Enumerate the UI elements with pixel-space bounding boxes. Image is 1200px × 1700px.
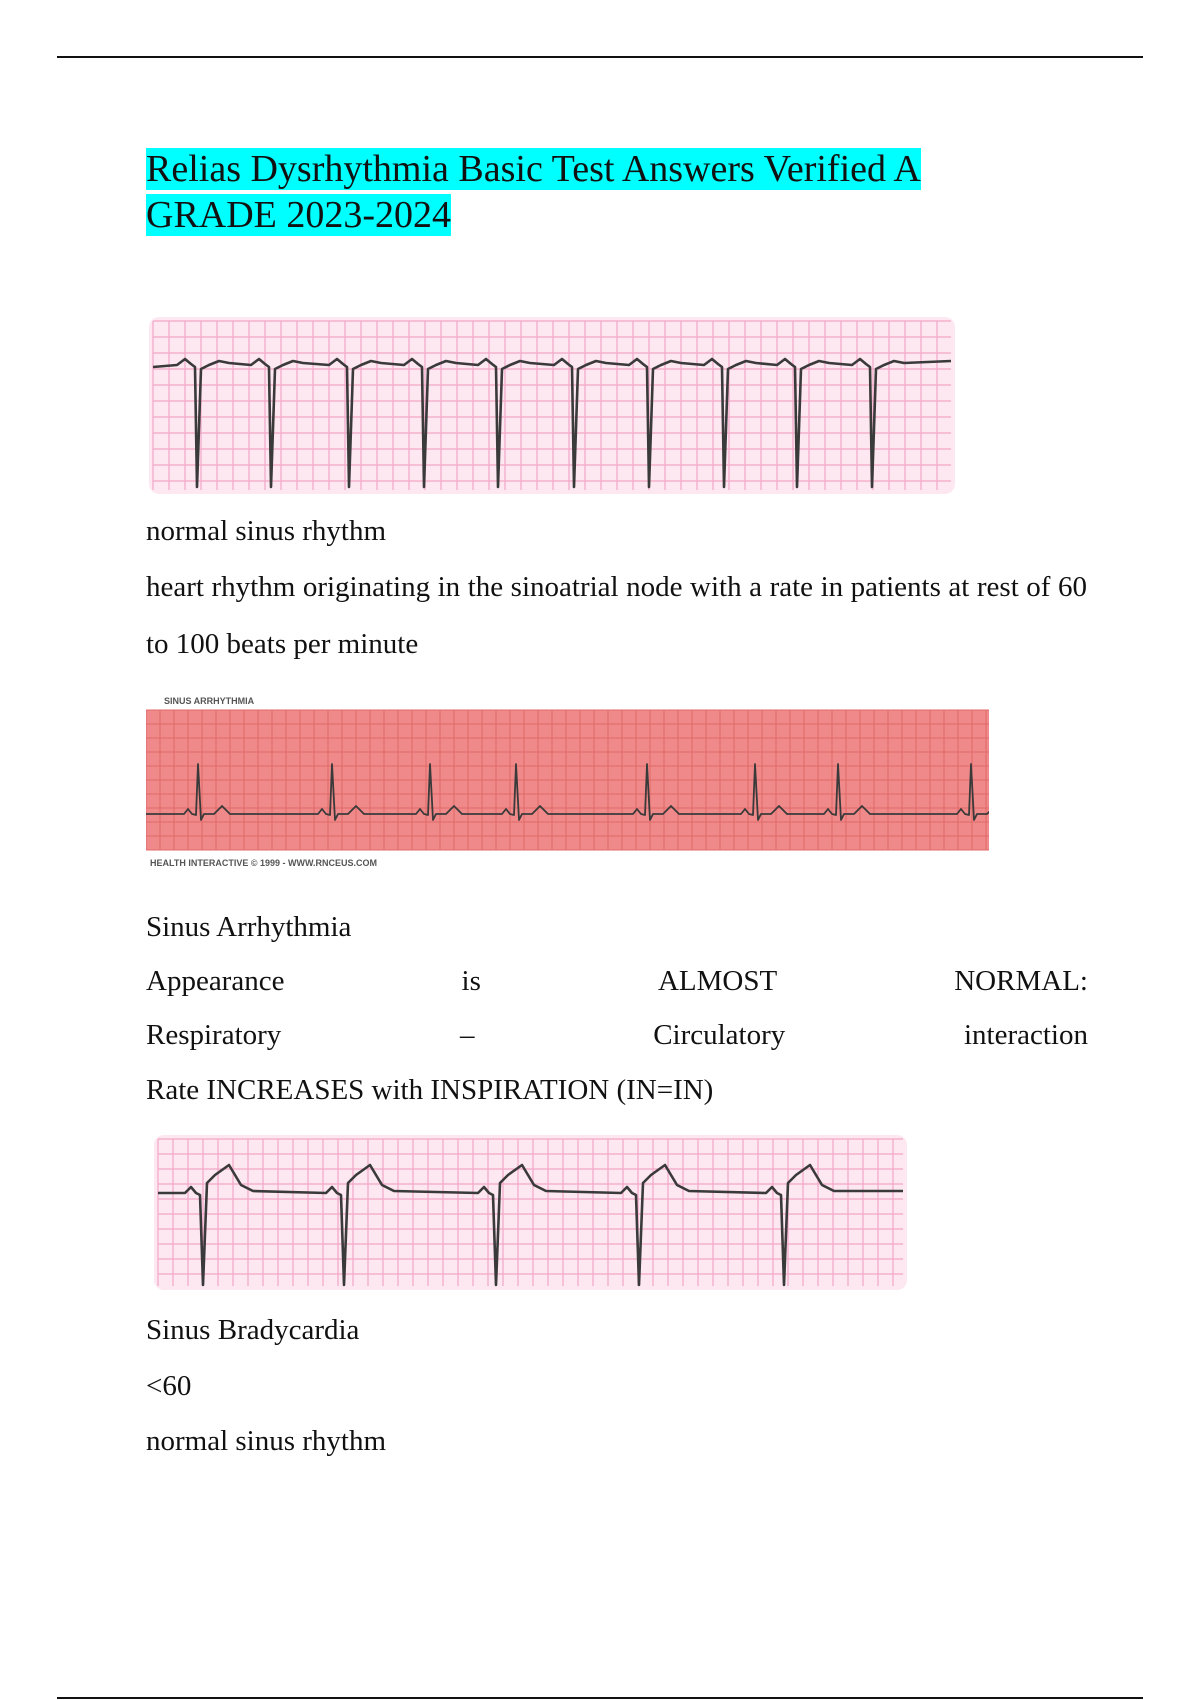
definition-normal-sinus-rhythm: heart rhythm originating in the sinoatrial node with a rate in patients at rest of 60 to 100 beats per minute [146,571,1087,660]
term-normal-sinus-rhythm: normal sinus rhythm [146,515,387,547]
header-rule [57,56,1143,58]
description-line-1 [146,965,1088,998]
word: NORMAL: [954,965,1088,997]
ecg-grid-background [154,1135,907,1290]
term-sinus-bradycardia: Sinus Bradycardia [146,1314,360,1346]
word: Appearance [146,965,285,997]
note-normal-sinus-rhythm: normal sinus rhythm [146,1425,387,1457]
word: Respiratory [146,1019,282,1051]
word: interaction [963,1019,1088,1051]
word: is [461,965,481,997]
word: Circulatory [653,1019,786,1051]
rate-value: <60 [146,1370,192,1402]
ecg-strip-header-band [146,688,989,710]
strip-label-sinus-arrhythmia: SINUS ARRHYTHMIA [164,696,255,706]
footer-rule [57,1697,1143,1699]
description-line-3: Rate INCREASES with INSPIRATION (IN=IN) [146,1074,714,1106]
ecg-strip-sinus-arrhythmia [146,688,989,872]
word: – [460,1019,475,1051]
term-sinus-arrhythmia: Sinus Arrhythmia [146,911,352,943]
word: ALMOST [657,965,778,997]
description-line-2 [146,1019,1088,1052]
strip-credit: HEALTH INTERACTIVE © 1999 - WWW.RNCEUS.COM [150,858,377,868]
ecg-strip-sinus-bradycardia [154,1135,907,1290]
ecg-strip-normal-sinus [149,317,955,494]
document-title: Relias Dysrhythmia Basic Test Answers Verified A GRADE 2023-2024 [146,148,921,236]
